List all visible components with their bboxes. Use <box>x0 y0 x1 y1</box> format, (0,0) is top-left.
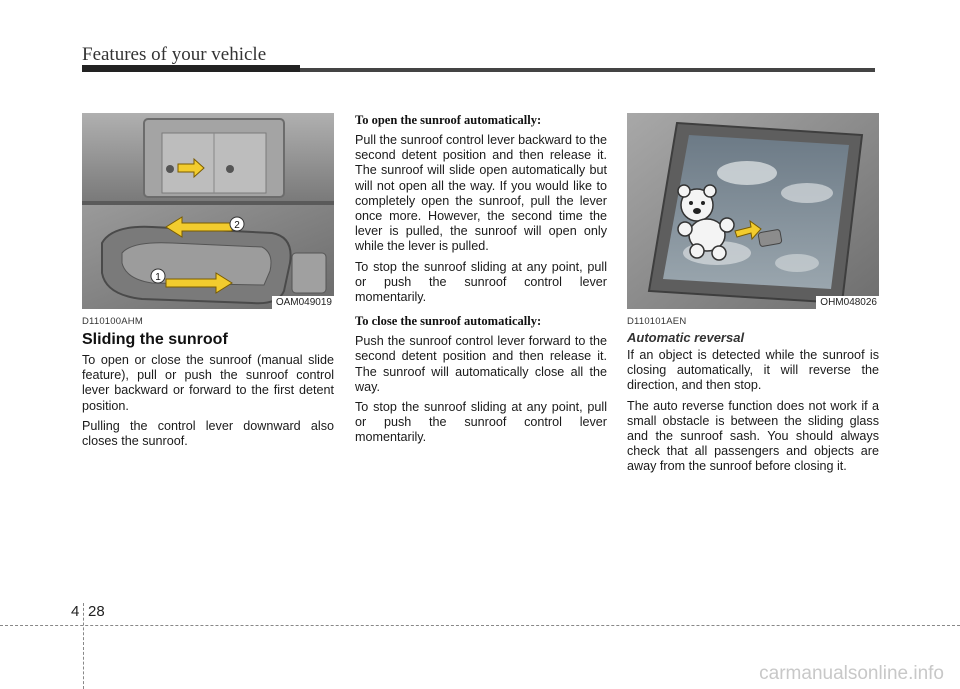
paragraph: To stop the sunroof sliding at any point, pull or push the sunroof control lever momentarily. <box>355 400 607 445</box>
footer-rule <box>0 625 960 626</box>
page-header-title: Features of your vehicle <box>82 44 267 65</box>
paragraph: To open or close the sunroof (manual slide feature), pull or push the sunroof control lever backward or forward to the first detent position. <box>82 353 334 413</box>
callout-1-label: 1 <box>155 272 161 283</box>
site-watermark: carmanualsonline.info <box>759 663 944 684</box>
section-code: D110100AHM <box>82 316 143 327</box>
chapter-number: 4 <box>71 603 80 620</box>
side-button <box>292 253 326 293</box>
paragraph: Pulling the control lever downward also closes the sunroof. <box>82 418 334 449</box>
panel-separator <box>82 201 334 205</box>
open-automatically-heading: To open the sunroof automatically: <box>355 113 542 127</box>
automatic-reversal-illustration <box>627 113 879 309</box>
cloud <box>717 161 777 185</box>
paragraph: Pull the sunroof control lever backward to the second detent position and then release it. The sunroof will slide open automatically but will not open all the way. If you would like to completely open the sunroof, pull the lever once more. However, the second time the lever is pulled, the sunroof will open only while the lever is pulled. <box>355 133 608 254</box>
sunroof-lever-drawing <box>82 113 334 309</box>
section-code: D110101AEN <box>627 316 687 327</box>
header-rule-accent <box>82 65 300 72</box>
paragraph: The auto reverse function does not work if a small obstacle is between the sliding glass and the sunroof sash. You should always check that all passengers and objects are away from the sunroof before closing it. <box>627 398 879 474</box>
switch-left <box>166 165 174 173</box>
column-automatic-operation <box>355 113 607 451</box>
close-automatically-heading: To close the sunroof automatically: <box>355 314 542 329</box>
column-automatic-reversal <box>627 113 879 480</box>
paragraph: If an object is detected while the sunroof is closing automatically, it will reverse the direction, and then stop. <box>627 348 879 393</box>
figure-label: OAM049019 <box>272 296 334 309</box>
paragraph: To stop the sunroof sliding at any point, pull or push the sunroof control lever momentarily. <box>355 259 607 305</box>
footer-vertical-rule <box>83 603 84 689</box>
switch-right <box>226 165 234 173</box>
page-number: 28 <box>88 603 105 620</box>
reversal-drawing <box>627 113 879 309</box>
paragraph: Push the sunroof control lever forward to the second detent position and then release it. The sunroof will automatically close all the way. <box>355 334 607 394</box>
section-heading: Sliding the sunroof <box>82 331 228 348</box>
sunroof-lever-illustration <box>82 113 334 309</box>
section-subheading: Automatic reversal <box>627 330 745 345</box>
cloud <box>775 254 819 272</box>
callout-2-label: 2 <box>234 220 240 231</box>
figure-label: OHM048026 <box>816 296 879 309</box>
cloud <box>781 183 833 203</box>
column-sliding-sunroof <box>82 113 334 454</box>
